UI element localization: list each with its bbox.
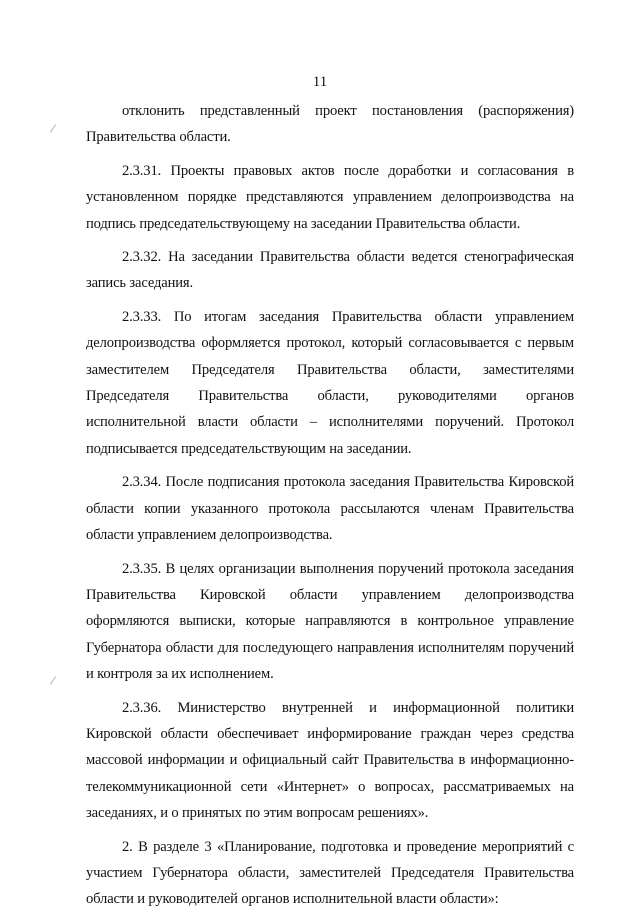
- paragraph-2-3-35: 2.3.35. В целях организации выполнения поручений протокола заседания Правительства Кировской области управлением делопроизводства оформляются выписки, которые направляются в контрольное управление Губернатора области для последующего направления исполнителям поручений и контроля за их исполнением.: [86, 560, 574, 683]
- paragraph-2-3-31: 2.3.31. Проекты правовых актов после доработки и согласования в установленном порядке представляются управлением делопроизводства на подпись председательствующему на заседании Правительства области.: [86, 162, 574, 232]
- paragraph-2-3-32: 2.3.32. На заседании Правительства области ведется стенографическая запись заседания.: [86, 249, 574, 292]
- paragraph-section-3: 2. В разделе 3 «Планирование, подготовка и проведение мероприятий с участием Губернатора области, заместителей Председателя Правительства области и руководителей органов исполнительной власти области»:: [86, 838, 574, 908]
- paragraph-2-3-36: 2.3.36. Министерство внутренней и информационной политики Кировской области обеспечивает информирование граждан через средства массовой информации и официальный сайт Правительства в информационно-телекоммуникационной сети «Интернет» о вопросах, рассматриваемых на заседаниях, и о принятых по этим вопросам решениях».: [86, 699, 574, 822]
- scan-margin-mark: [50, 676, 57, 685]
- paragraph-continuation: отклонить представленный проект постановления (распоряжения) Правительства области.: [86, 103, 574, 146]
- scan-margin-mark: [50, 124, 57, 133]
- paragraph-2-3-34: 2.3.34. После подписания протокола заседания Правительства Кировской области копии указанного протокола рассылаются членам Правительства области управлением делопроизводства.: [86, 474, 574, 544]
- paragraph-2-3-33: 2.3.33. По итогам заседания Правительства области управлением делопроизводства оформляется протокол, который согласовывается с первым заместителем Председателя Правительства области, заместителями Председателя Правительства области, руководителями органов исполнительной власти области – исполнителями поручений. Протокол подписывается председательствующим на заседании.: [86, 308, 574, 457]
- document-body: [86, 98, 574, 920]
- page-number: 11: [312, 74, 328, 90]
